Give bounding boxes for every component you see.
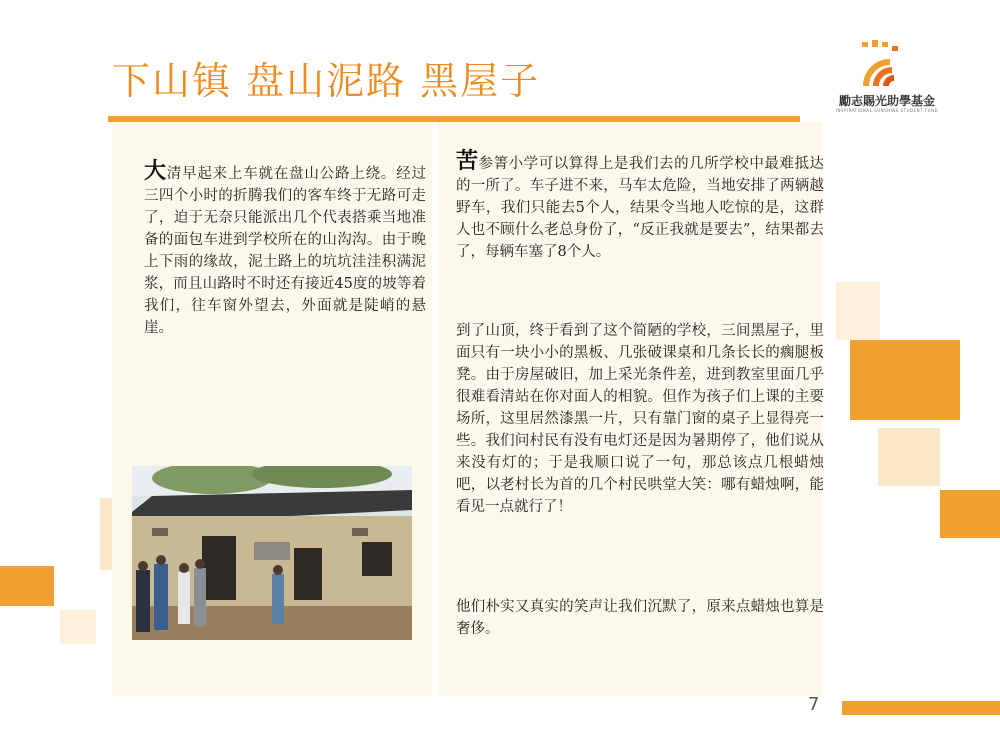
dropcap: 苦 [456,148,479,174]
paragraph-text: 清早起来上车就在盘山公路上绕。经过三四个小时的折腾我们的客车终于无路可走了，迫于无奈只能派出几个代表搭乘当地准备的面包车进到学校所在的山沟沟。由于晚上下雨的缘故，泥土路上的坑坑洼洼积满泥浆，而且山路时不时还有接近45度的坡等着我们，往车窗外望去，外面就是陡峭的悬崖。 [144,166,426,336]
footer-bar [842,701,1000,715]
school-building-photo [132,466,412,640]
right-paragraph-3: 他们朴实又真实的笑声让我们沉默了，原来点蜡烛也算是奢侈。 [456,599,824,637]
deco-block [836,282,880,340]
paragraph-text: 参箐小学可以算得上是我们去的几所学校中最难抵达的一所了。车子进不来，马车太危险，当地安排了两辆越野车，我们只能去5个人，结果令当地人吃惊的是，这群人也不顾什么老总身份了，“反正我就是要去”，结果都去了，每辆车塞了8个人。 [456,156,824,260]
sunrise-logo-icon [860,40,914,90]
logo-name-cn: 勵志賜光助學基金 [838,94,935,108]
right-paragraph-2: 到了山顶，终于看到了这个简陋的学校，三间黑屋子，里面只有一块小小的黑板、几张破课桌和几条长长的瘸腿板凳。由于房屋破旧，加上采光条件差，进到教室里面几乎很难看清站在你对面人的相貌。但作为孩子们上课的主要场所，这里居然漆黑一片，只有靠门窗的桌子上显得亮一些。我们问村民有没有电灯还是因为暑期停了，他们说从来没有灯的；于是我顺口说了一句，那总该点几根蜡烛吧，以老村长为首的几个村民哄堂大笑：哪有蜡烛啊，能看见一点就行了！ [456,323,824,515]
page-title: 下山镇 盘山泥路 黑屋子 [112,59,541,103]
page-number: 7 [808,694,820,715]
deco-block [0,566,54,606]
right-paragraph-1 [456,150,824,263]
dropcap: 大 [144,158,167,184]
deco-block [60,610,96,644]
deco-block [878,428,940,486]
deco-block [940,490,1000,538]
left-paragraph [144,160,426,339]
logo-name-en: INSPIRATIONAL SUNSHINE STUDENT FUND [835,108,939,113]
foundation-logo [824,40,950,116]
deco-block [850,340,960,420]
